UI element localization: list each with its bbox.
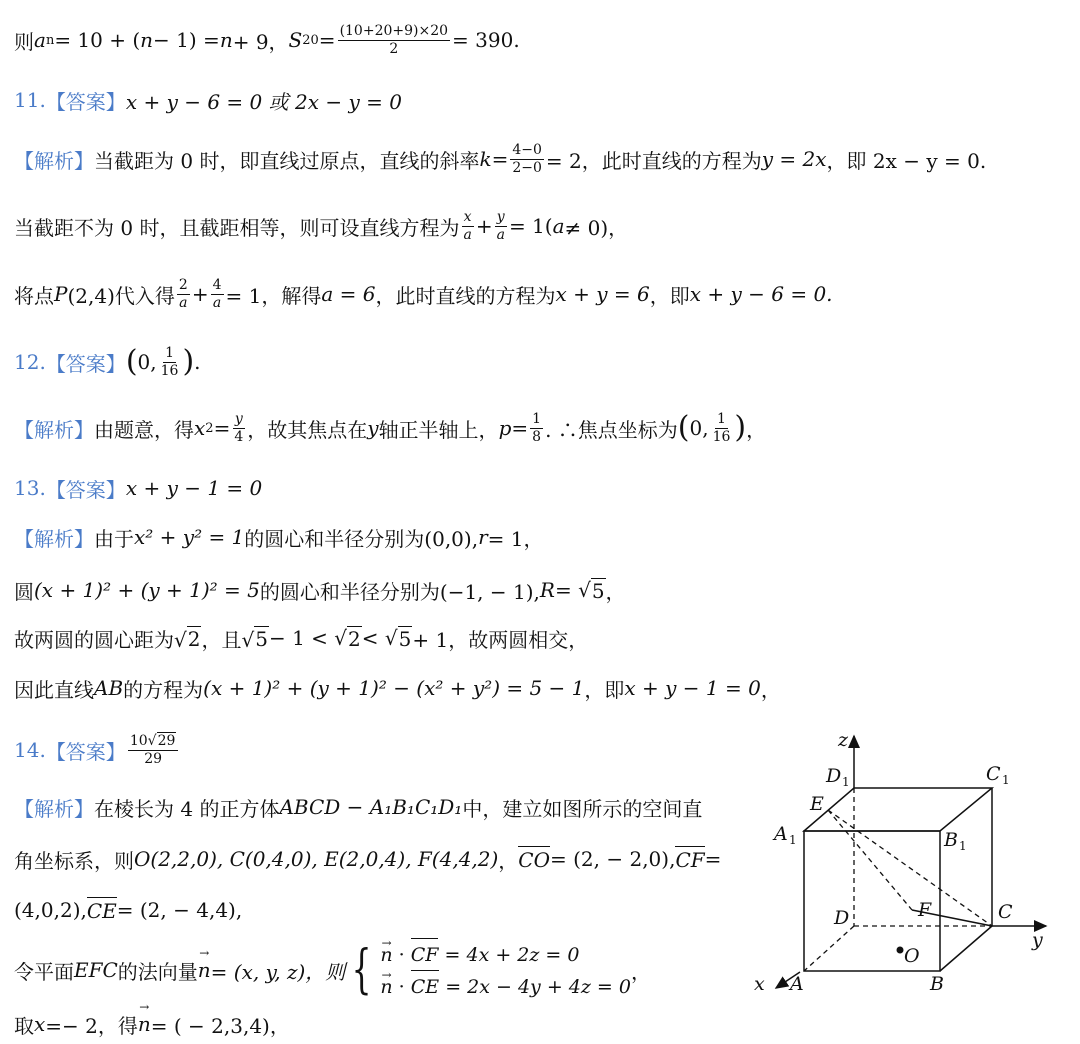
fraction: $\frac{x}{a}$ [463, 208, 472, 243]
svg-text:y: y [1032, 929, 1043, 951]
q13-analysis-3: 故两圆的圆心距为√ 2 ，且√ 5 − 1 < √ 2 < √ 5 + 1，故两圆相交， [14, 626, 589, 652]
svg-text:E: E [810, 793, 824, 815]
svg-text:A: A [774, 823, 788, 845]
svg-text:B: B [944, 829, 958, 851]
q13-analysis-4: 因此直线 AB 的方程为 (x + 1)² + (y + 1)² − (x² + y²) = 5 − 1 ，即 x + y − 1 = 0 ， [14, 676, 781, 702]
q12-analysis: 【解析】 由题意，得 x 2 = $\frac{y}{4}$ ，故其焦点在 y 轴正半轴上， p = $\frac{1}{8}$ . ∴焦点坐标为 ( 0, $\frac{1}{16}$ ) ， [14, 410, 767, 445]
fraction: $\frac{1}{16}$ [160, 344, 179, 379]
q13-analysis-1: 【解析】 由于 x² + y² = 1 的圆心和半径分别为(0,0), r = 1， [14, 525, 544, 551]
svg-text:D: D [826, 765, 842, 787]
svg-text:1: 1 [1002, 773, 1010, 787]
svg-text:x: x [754, 973, 765, 995]
line-sequence-result: 则 a n = 10 + ( n − 1) = n + 9， S 20 = $\frac{(10+20+9)\times 20}{2}$ = 390. [14, 22, 520, 57]
fraction: $\frac{1}{16}$ [712, 410, 731, 445]
q12-answer: 12. 【答案】 ( 0, $\frac{1}{16}$ ) . [14, 344, 201, 379]
q11-analysis-2: 当截距不为 0 时，且截距相等，则可设直线方程为 $\frac{x}{a}$ + $\frac{y}{a}$ = 1( a ≠ 0)， [14, 208, 629, 243]
fraction: $\frac{(10+20+9)\times 20}{2}$ [339, 22, 449, 57]
svg-text:C: C [986, 763, 1001, 785]
q14-analysis-4: 令平面 EFC 的法向量 → n = (x, y, z)，则 { → n · CF = 4x + 2z = 0 → n · CE = 2x − 4y + 4z = 0 ， [14, 950, 651, 990]
q14-analysis-5: 取 x =− 2，得 → n = ( − 2,3,4)， [14, 1004, 290, 1044]
segment-EF [828, 810, 912, 910]
point-O [897, 947, 904, 954]
q11-analysis-3: 将点 P (2,4)代入得 $\frac{2}{a}$ + $\frac{4}{a}$ = 1，解得 a = 6 ，此时直线的方程为 x + y = 6 ，即 x + y − 6 = 0. [14, 276, 833, 311]
fraction: $\frac{y}{a}$ [496, 208, 505, 243]
svg-text:F: F [918, 899, 932, 921]
q14-analysis-3: (4,0,2), CE = (2, − 4,4), [14, 898, 243, 923]
fraction: $\frac{1}{8}$ [532, 410, 542, 445]
svg-text:A: A [790, 973, 804, 995]
q13-answer: 13. 【答案】 x + y − 1 = 0 [14, 476, 263, 502]
svg-text:O: O [904, 945, 920, 967]
fraction: $\frac{y}{4}$ [234, 410, 244, 445]
fraction: $\frac{2}{a}$ [178, 276, 188, 311]
q14-analysis-1: 【解析】 在棱长为 4 的正方体 ABCD − A₁B₁C₁D₁ 中，建立如图所示的空间直 [14, 795, 703, 821]
fraction: $\frac{10√29}{29}$ [128, 732, 179, 768]
q11-analysis-1: 【解析】 当截距为 0 时，即直线过原点，直线的斜率 k = $\frac{4-0}{2-0}$ = 2，此时直线的方程为 y = 2x ，即 2x − y = 0. [14, 141, 987, 176]
fraction: $\frac{4}{a}$ [212, 276, 222, 311]
svg-text:1: 1 [789, 833, 797, 847]
q14-analysis-2: 角坐标系，则 O(2,2,0), C(0,4,0), E(2,0,4), F(4,4,2) ， CO = (2, − 2,0), CF = [14, 847, 722, 873]
svg-text:C: C [998, 901, 1013, 923]
q13-analysis-2: 圆 (x + 1)² + (y + 1)² = 5 的圆心和半径分别为(−1, − 1), R = √ 5 ， [14, 578, 626, 604]
fraction: $\frac{4-0}{2-0}$ [512, 141, 542, 176]
svg-text:1: 1 [842, 775, 850, 789]
svg-text:D: D [834, 907, 850, 929]
svg-text:1: 1 [959, 839, 967, 853]
equation-system: { → n · CF = 4x + 2z = 0 → n · CE = 2x − 4y + 4z = 0 [345, 938, 631, 1002]
svg-text:B: B [930, 973, 944, 995]
svg-text:z: z [838, 729, 849, 751]
q11-answer: 11. 【答案】 x + y − 6 = 0 或 2x − y = 0 [14, 88, 402, 114]
q14-answer: 14. 【答案】 $\frac{10√29}{29}$ [14, 730, 180, 770]
cube-coordinate-figure [750, 728, 1060, 1008]
cube-top-face [804, 788, 992, 831]
